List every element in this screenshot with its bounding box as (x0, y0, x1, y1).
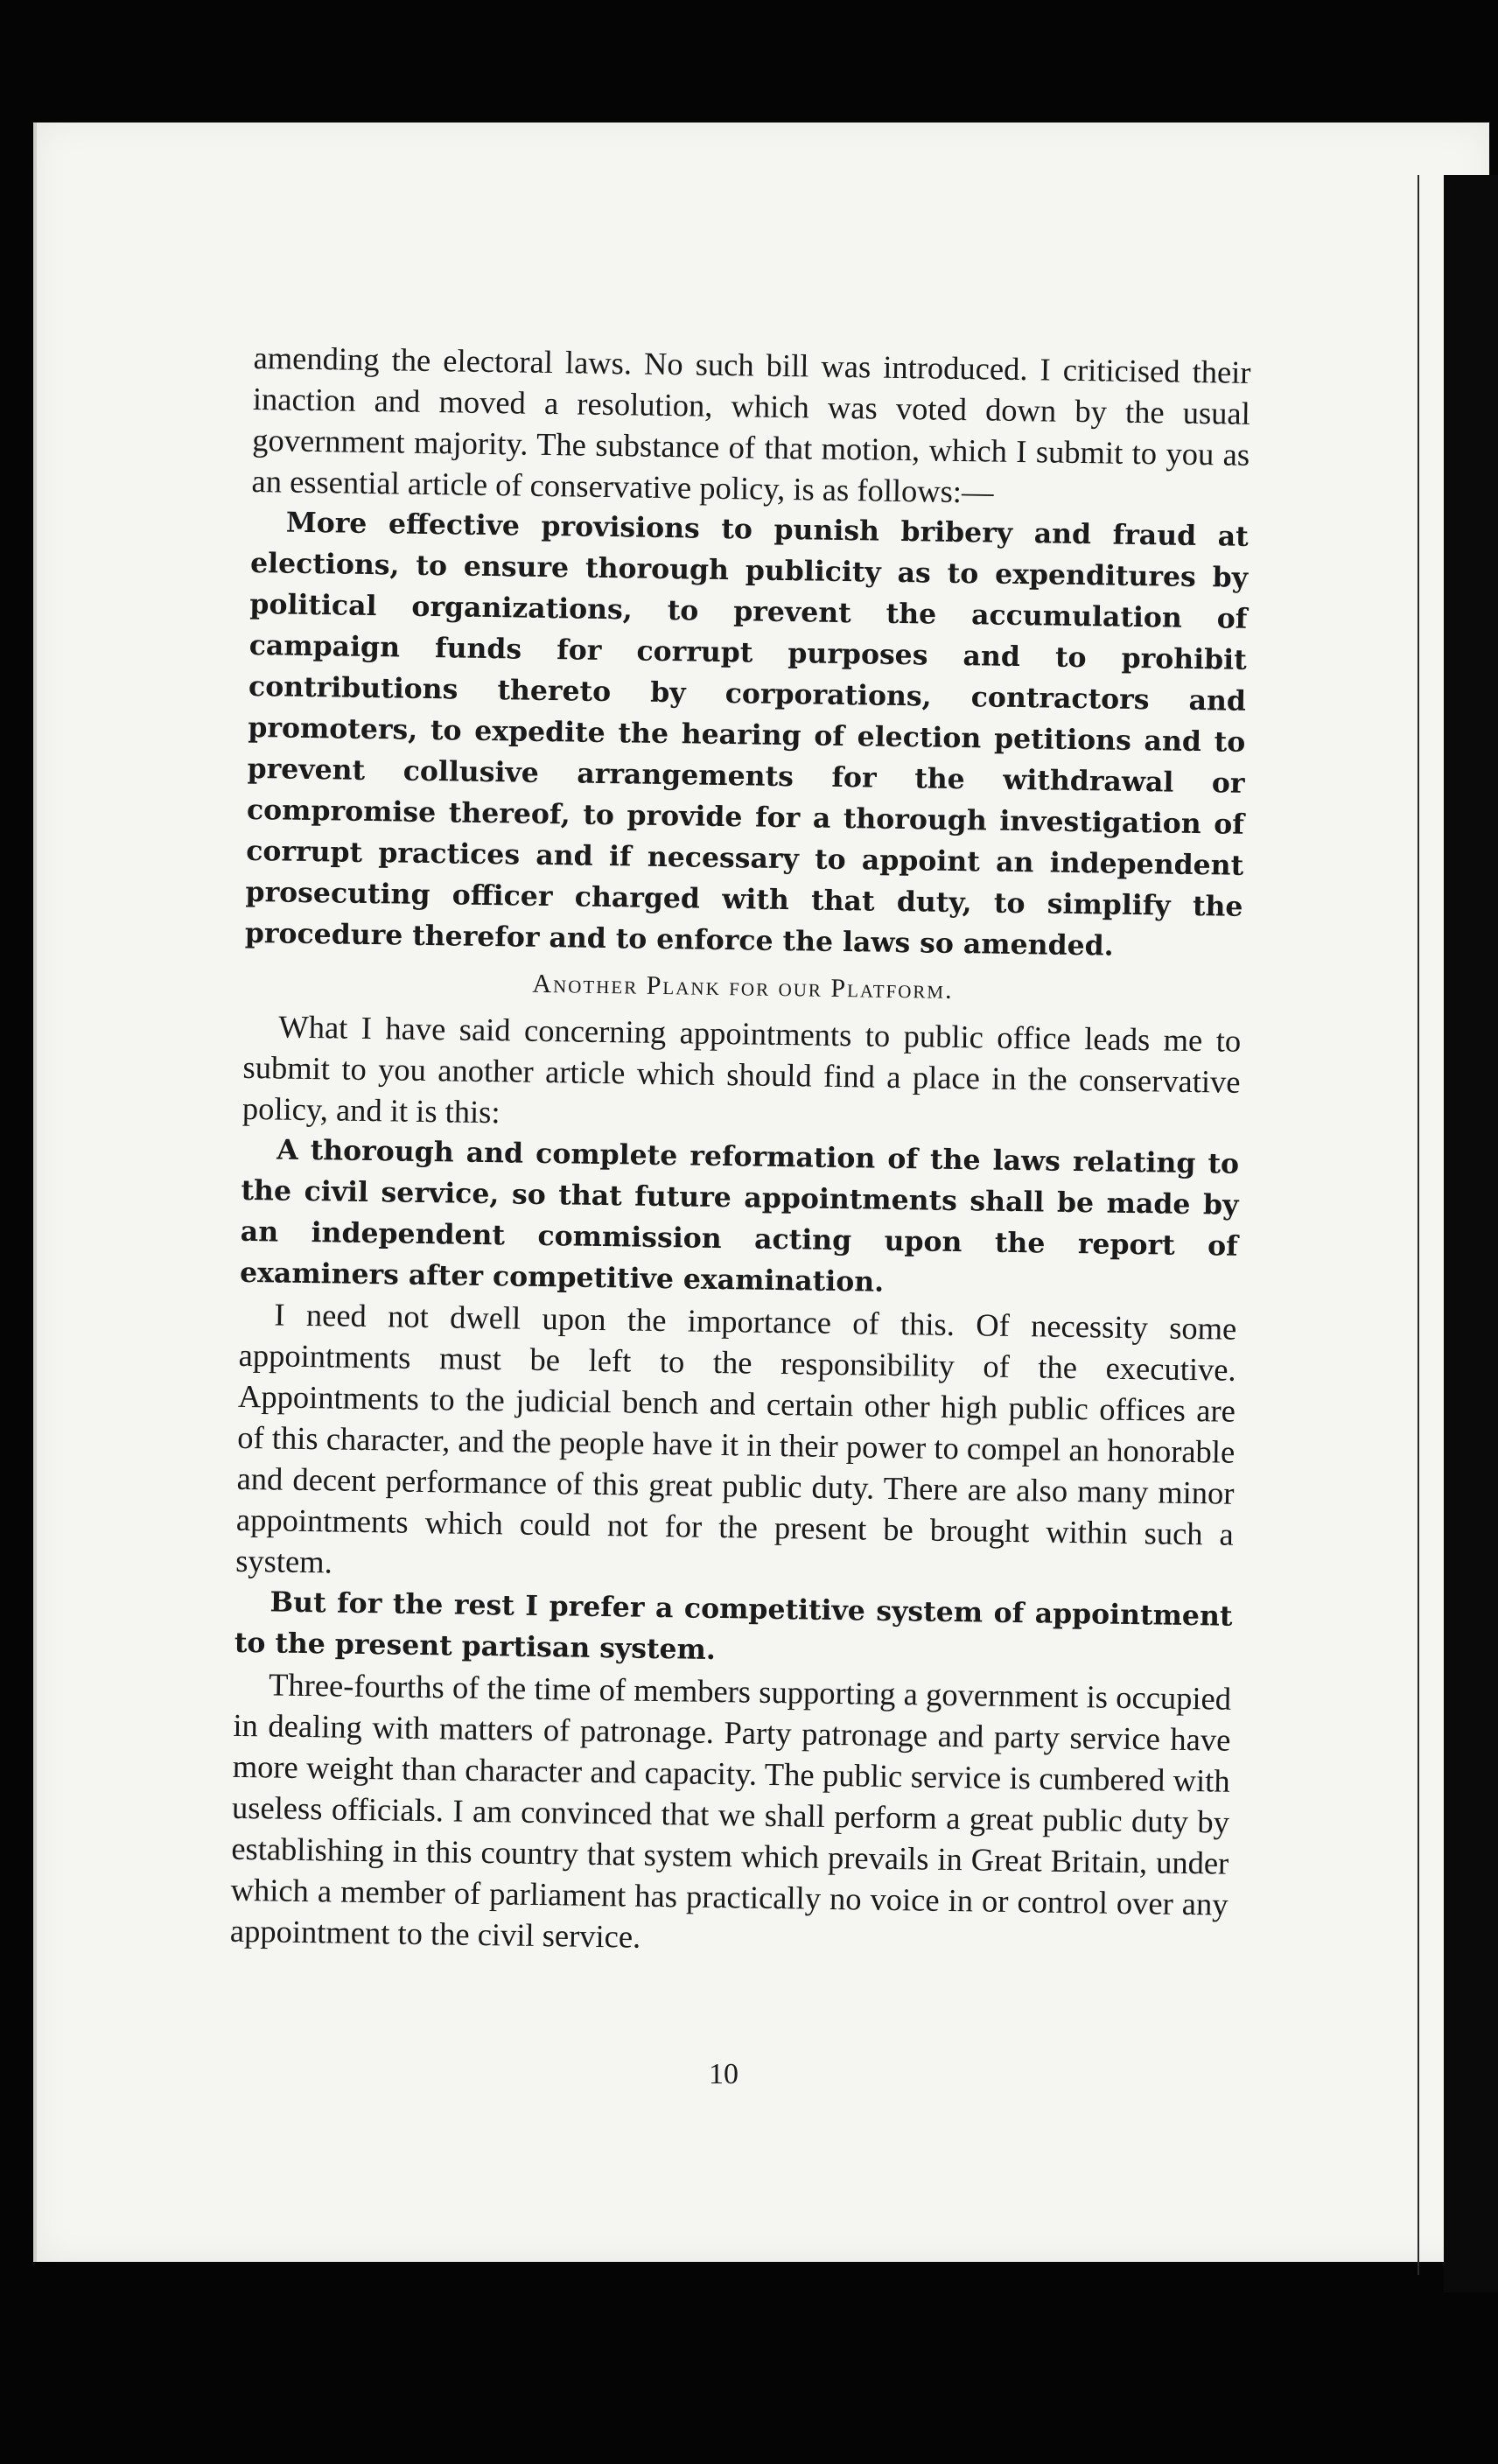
paragraph-importance: I need not dwell upon the importance of this. Of necessity some appointments must be left to the responsibility of the executive. Appointments to the judicial bench and certain other high public offices are of this character, and the people have it in their power to compel an honorable and decent performance of this great public duty. There are also many minor appointments which could not for the present be brought within such a system. (234, 1296, 1237, 1580)
bold-competitive-system: But for the rest I prefer a competitive system of appointment to the present partisan system. (234, 1586, 1233, 1666)
paragraph-appointments: What I have said concerning appointments to public office leads me to submit to you another article which should find a place in the conservative policy, and it is this: (242, 1008, 1242, 1130)
paragraph-1: amending the electoral laws. No such bill was introduced. I criticised their inaction and moved a resolution, which was voted down by the usual government majority. The substance of that motion, which I submit to you as an essential article of conservative policy, is as follows:— (251, 339, 1251, 510)
text-column (230, 337, 1251, 1966)
section-heading: Another Plank for our Platform. (532, 969, 954, 1004)
bold-resolution-electoral: More effective provisions to punish bribery and fraud at elections, to ensure thorough publicity as to expenditures by political organizations, to prevent the accumulation of campaign funds for corrupt purposes and to prohibit contributions thereto by corporations, contractors and promoters, to expedite the hearing of election petitions and to prevent collusive arrangements for the withdrawal or compromise thereof, to provide for a thorough investigation of corrupt practices and if necessary to appoint an independent prosecuting officer charged with that duty, to simplify the procedure therefor and to enforce the laws so amended. (244, 506, 1250, 962)
page-number: 10 (709, 2058, 738, 2090)
bold-resolution-civil-service: A thorough and complete reformation of the laws relating to the civil service, so that future appointments shall be made by an independent commission acting upon the report of examiners after competitive examination. (239, 1133, 1240, 1298)
scan-border (1444, 175, 1498, 2292)
paragraph-patronage: Three-fourths of the time of members supporting a government is occupied in dealing with matters of patronage. Party patronage and party service have more weight than character and capacity. The public service is cumbered with useless officials. I am convinced that we shall perform a great public duty by establishing in this country that system which prevails in Great Britain, under which a member of parliament has practically no voice in or control over any appointment to the civil service. (229, 1666, 1232, 1955)
page-gutter-edge (1418, 175, 1419, 2275)
